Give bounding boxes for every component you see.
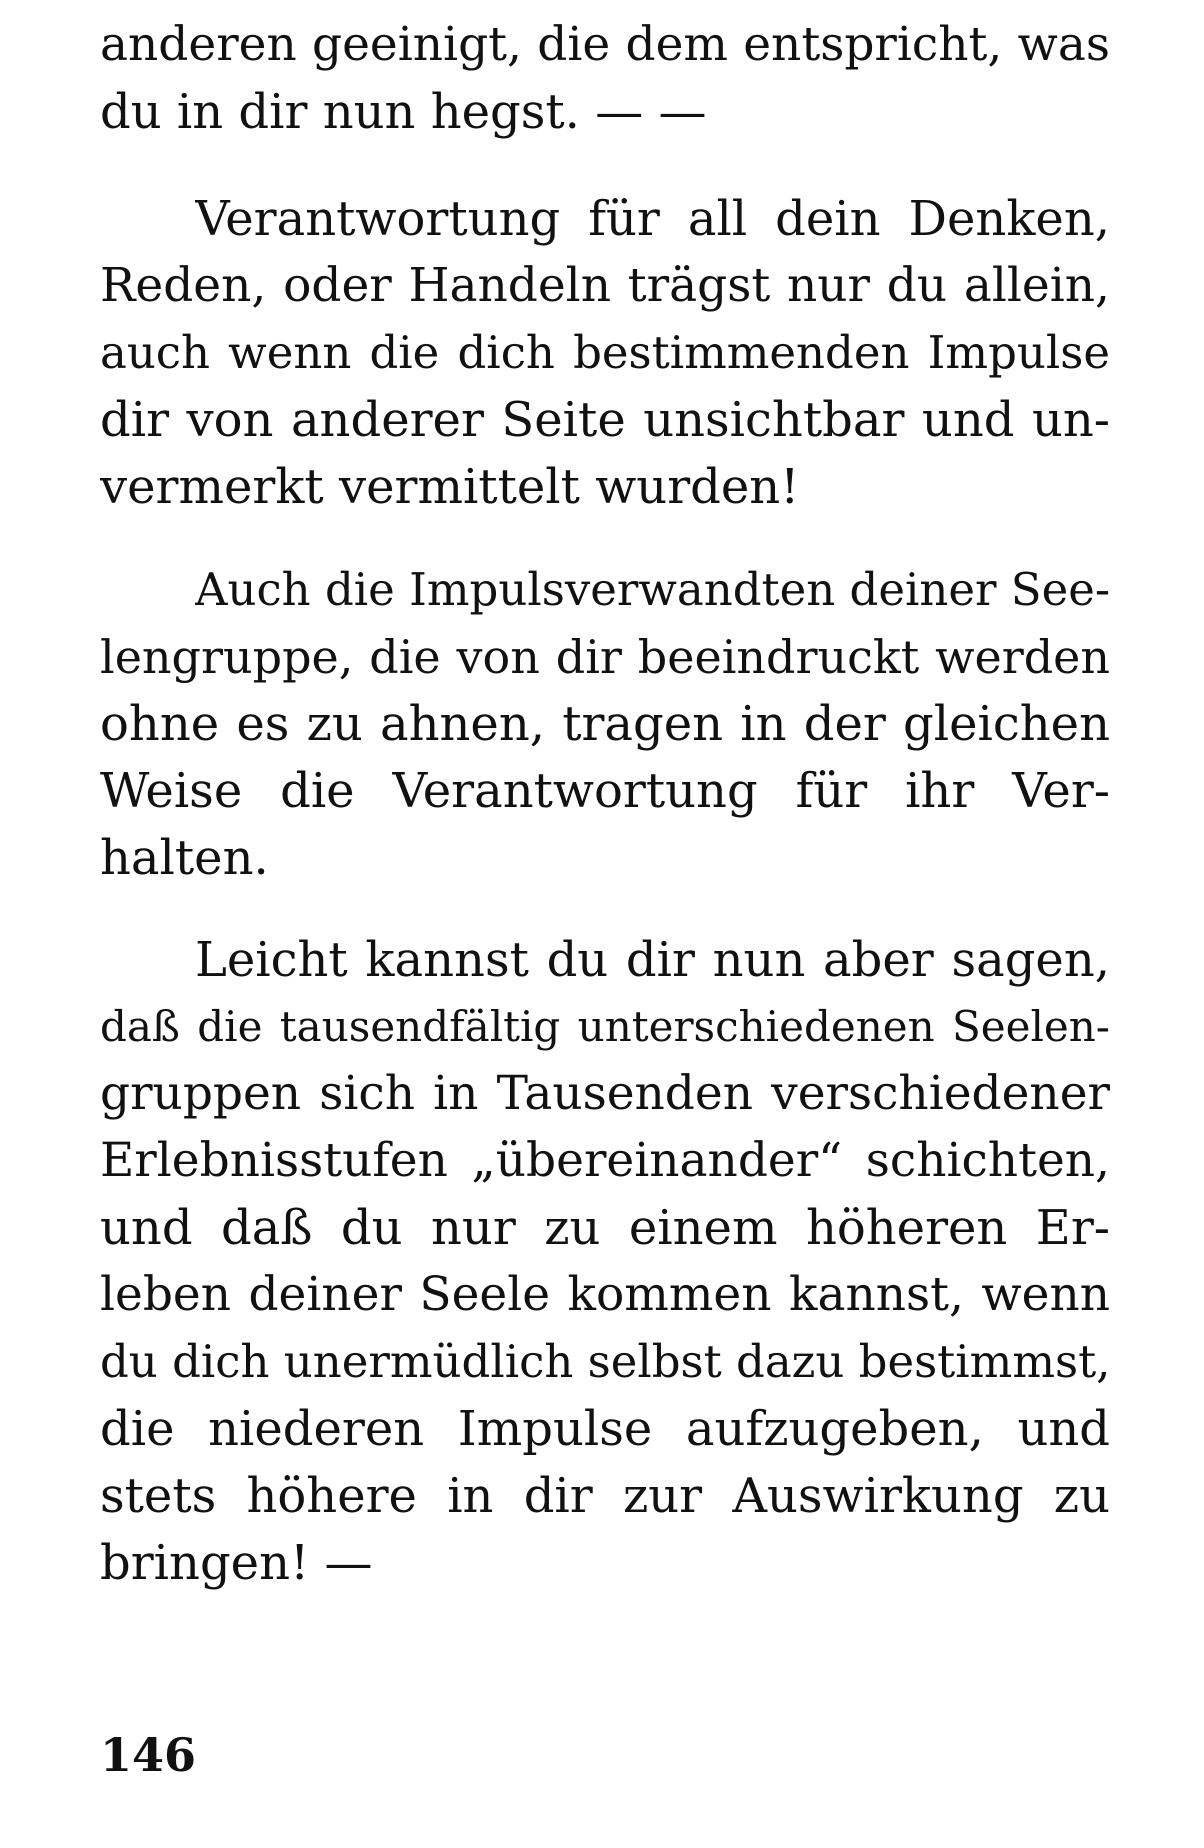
text-line: gruppen sich in Tausenden verschiedener xyxy=(100,1066,1110,1121)
text-line: und daß du nur zu einem höheren Er- xyxy=(100,1200,1110,1256)
text-line: Auch die Impulsverwandten deiner See- xyxy=(195,563,1110,616)
text-line: die niederen Impulse aufzugeben, und xyxy=(100,1401,1110,1457)
text-line: leben deiner Seele kommen kannst, wenn xyxy=(100,1267,1110,1322)
page-number: 146 xyxy=(100,1728,197,1782)
text-line: anderen geeinigt, die dem entspricht, was xyxy=(100,17,1110,72)
text-line: Reden, oder Handeln trägst nur du allein, xyxy=(100,258,1110,313)
text-line: vermerkt vermittelt wurden! xyxy=(100,459,800,515)
text-line: bringen! — xyxy=(100,1535,373,1591)
text-line: halten. xyxy=(100,830,269,886)
text-line: Weise die Verantwortung für ihr Ver- xyxy=(100,763,1110,819)
text-line: Verantwortung für all dein Denken, xyxy=(195,191,1110,247)
text-line: Leicht kannst du dir nun aber sagen, xyxy=(195,932,1110,988)
text-line: ohne es zu ahnen, tragen in der gleichen xyxy=(100,696,1110,752)
text-line: Erlebnisstufen „übereinander“ schichten, xyxy=(100,1133,1110,1188)
text-line: du dich unermüdlich selbst dazu bestimmst, xyxy=(100,1335,1110,1388)
text-line: auch wenn die dich bestimmenden Impulse xyxy=(100,326,1110,379)
text-line: dir von anderer Seite unsichtbar und un- xyxy=(100,392,1110,448)
text-line: du in dir nun hegst. — — xyxy=(100,84,707,140)
text-line: lengruppe, die von dir beeindruckt werden xyxy=(100,630,1110,684)
text-line: stets höhere in dir zur Auswirkung zu xyxy=(100,1468,1110,1524)
text-line: daß die tausendfältig unterschiedenen Seelen- xyxy=(100,1002,1110,1051)
